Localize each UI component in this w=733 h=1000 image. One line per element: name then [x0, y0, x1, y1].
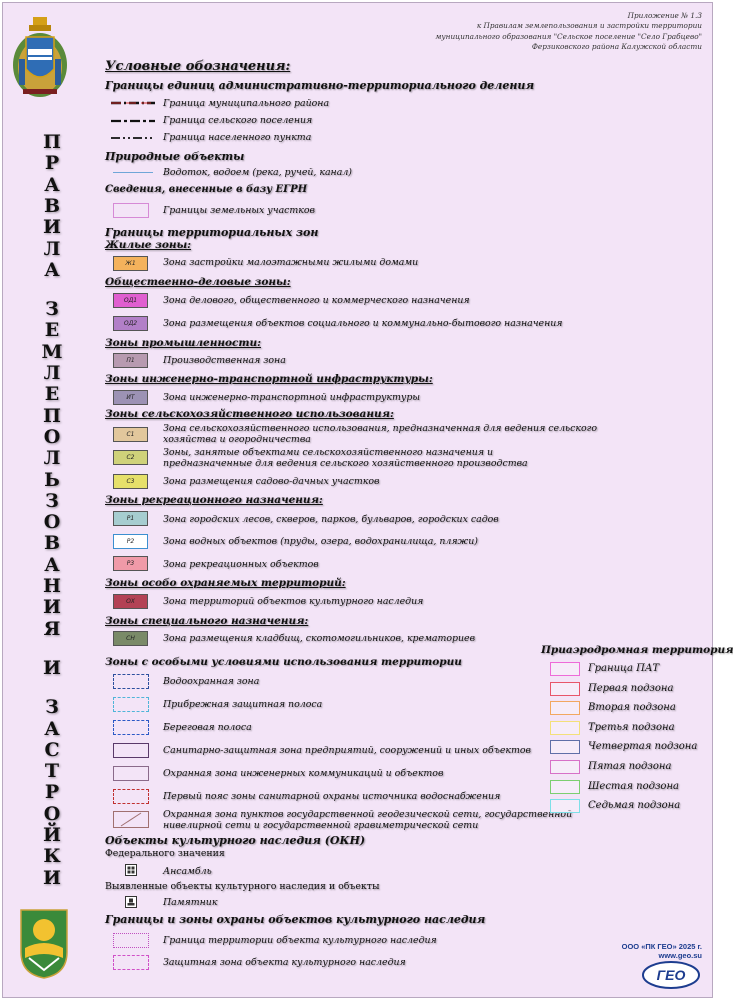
vertical-title-letter: К	[43, 845, 61, 868]
airfield-swatch	[550, 721, 580, 735]
industrial-label: Производственная зона	[163, 355, 286, 366]
vertical-title-letter: Л	[43, 237, 61, 260]
airfield-swatch	[550, 740, 580, 754]
airfield-label: Вторая подзона	[588, 702, 676, 714]
airfield-swatch	[550, 701, 580, 715]
okn-territory-symbol	[113, 933, 149, 948]
header-line-3: муниципального образования "Сельское поселение "Село Грабцево"	[435, 31, 702, 41]
residential-title: Жилые зоны:	[105, 239, 192, 251]
vertical-title-letter: О	[43, 802, 61, 825]
public-swatch-2: ОД2	[113, 316, 148, 331]
header-line-2: к Правилам землепользования и застройки территории	[476, 21, 702, 31]
airfield-label: Четвертая подзона	[588, 741, 698, 753]
residential-label: Зона застройки малоэтажными жилыми домами	[163, 257, 419, 268]
pk-geo-logo	[641, 960, 701, 990]
vertical-title-letter: А	[44, 717, 60, 740]
recreation-label-3: Зона рекреационных объектов	[163, 559, 319, 570]
vertical-title-letter: А	[44, 553, 60, 576]
okn-zones-title: Границы и зоны охраны объектов культурного наследия	[105, 913, 486, 926]
airfield-title: Приаэродромная территория	[541, 644, 733, 656]
vertical-title-letter: И	[43, 596, 61, 619]
recreation-swatch-3: Р3	[113, 556, 148, 571]
watercourse-line-symbol	[113, 172, 153, 173]
boundary-line-symbols	[107, 97, 157, 143]
vertical-title-letter: П	[43, 404, 61, 427]
okn-monument: Памятник	[163, 897, 218, 908]
agri-swatch-1: С1	[113, 427, 148, 442]
okn-ensemble: Ансамбль	[163, 866, 212, 877]
agri-swatch-3: С3	[113, 474, 148, 489]
footer-company: ООО «ПК ГЕО» 2025 г.	[621, 942, 702, 951]
conditions-label-4: Санитарно-защитная зона предприятий, сооружений и иных объектов	[163, 745, 531, 756]
vertical-title-letter: Р	[44, 152, 60, 175]
water-protection-symbol	[113, 674, 149, 689]
agri-swatch-2: С2	[113, 450, 148, 465]
industrial-swatch: П1	[113, 353, 148, 368]
special-swatch: СН	[113, 631, 148, 646]
nature-title: Природные объекты	[105, 150, 245, 163]
vertical-title-letter: Л	[43, 362, 61, 384]
utility-zone-symbol	[113, 766, 149, 781]
conditions-label-2: Прибрежная защитная полоса	[163, 699, 323, 710]
agri-label-2: Зоны, занятые объектами сельскохозяйственного назначения и предназначенные для ведения сельского хозяйственного производства	[163, 447, 528, 469]
shoreline-symbol	[113, 720, 149, 735]
airfield-swatch	[550, 760, 580, 774]
transport-title: Зоны инженерно-транспортной инфраструктуры:	[105, 373, 433, 385]
monument-icon	[125, 896, 137, 908]
vertical-title-letter: И	[43, 656, 61, 679]
airfield-swatch	[550, 662, 580, 676]
vertical-title-letter: Н	[43, 575, 61, 597]
ferzikovo-emblem	[19, 908, 69, 980]
recreation-swatch-2: Р2	[113, 534, 148, 549]
public-swatch-1: ОД1	[113, 293, 148, 308]
recreation-title: Зоны рекреационного назначения:	[105, 494, 323, 506]
ensemble-icon	[125, 864, 137, 876]
vertical-title-letter: Р	[44, 781, 60, 804]
public-label-2: Зона размещения объектов социального и коммунально-бытового назначения	[163, 318, 563, 329]
okn-identified: Выявленные объекты культурного наследия и объекты	[105, 881, 380, 892]
transport-label: Зона инженерно-транспортной инфраструктуры	[163, 392, 420, 403]
vertical-title-letter: В	[43, 532, 61, 555]
sanitary-belt-symbol	[113, 789, 149, 804]
special-title: Зоны специального назначения:	[105, 615, 309, 627]
land-plot-label: Границы земельных участков	[163, 205, 316, 216]
vertical-title-letter: О	[43, 425, 61, 448]
egrn-title: Сведения, внесенные в базу ЕГРН	[105, 184, 308, 195]
conditions-label-7: Охранная зона пунктов государственной геодезической сети, государственной нивелирной сети и государственной гравиметрической сети	[163, 809, 573, 831]
vertical-title-letter: Е	[44, 319, 60, 342]
conditions-label-1: Водоохранная зона	[163, 676, 260, 687]
vertical-title-letter: Е	[44, 383, 60, 406]
protected-swatch: ОХ	[113, 594, 148, 609]
conditions-label-3: Береговая полоса	[163, 722, 252, 733]
vertical-title-letter: И	[43, 866, 61, 889]
special-label: Зона размещения кладбищ, скотомогильников, крематориев	[163, 633, 476, 644]
agri-title: Зоны сельскохозяйственного использования:	[105, 408, 394, 420]
sanitary-zone-symbol	[113, 743, 149, 758]
conditions-label-5: Охранная зона инженерных коммуникаций и объектов	[163, 768, 444, 779]
geodetic-zone-symbol	[113, 811, 149, 828]
airfield-swatch	[550, 682, 580, 696]
vertical-title-letter: Т	[44, 760, 60, 783]
vertical-title-letter: И	[43, 216, 61, 239]
vertical-title-letter: А	[44, 173, 60, 196]
recreation-label-2: Зона водных объектов (пруды, озера, водохранилища, пляжи)	[163, 536, 478, 547]
conditions-title: Зоны с особыми условиями использования территории	[105, 656, 462, 668]
transport-swatch: ИТ	[113, 390, 148, 405]
okn-title: Объекты культурного наследия (ОКН)	[105, 834, 366, 847]
protected-label: Зона территорий объектов культурного наследия	[163, 596, 424, 607]
footer-credits	[622, 942, 702, 960]
kaluga-coat-of-arms	[11, 15, 69, 99]
airfield-swatch	[550, 799, 580, 813]
airfield-label: Третья подзона	[588, 721, 675, 733]
vertical-title-letter: Я	[43, 617, 61, 640]
residential-swatch: Ж1	[113, 256, 148, 271]
agri-label-3: Зона размещения садово-дачных участков	[163, 476, 380, 487]
boundaries-title: Границы единиц административно-территориального деления	[105, 79, 535, 92]
coastal-strip-symbol	[113, 697, 149, 712]
agri-label-1: Зона сельскохозяйственного использования, предназначенная для ведения сельского хозяйства и огородничества	[163, 423, 598, 445]
airfield-label: Граница ПАТ	[588, 663, 660, 674]
appendix-header	[402, 11, 702, 52]
vertical-title-letter: Ь	[44, 468, 60, 491]
land-plot-symbol	[113, 203, 149, 218]
protected-title: Зоны особо охраняемых территорий:	[105, 577, 346, 589]
okn-federal: Федерального значения	[105, 848, 225, 859]
watercourse-label: Водоток, водоем (река, ручей, канал)	[163, 167, 352, 178]
airfield-swatch	[550, 780, 580, 794]
header-line-1: Приложение № 1.3	[627, 11, 702, 20]
boundary-settlement: Граница сельского поселения	[163, 115, 313, 126]
legend-title: Условные обозначения:	[105, 59, 291, 74]
okn-zones-label-2: Защитная зона объекта культурного наследия	[163, 957, 406, 968]
airfield-label: Седьмая подзона	[588, 800, 681, 812]
vertical-title-letter: Л	[43, 447, 61, 470]
boundary-district: Граница муниципального района	[163, 98, 330, 109]
vertical-title-letter: З	[45, 298, 59, 321]
okn-protection-symbol	[113, 955, 149, 970]
vertical-title-letter: П	[43, 131, 61, 153]
vertical-title-letter: О	[43, 511, 61, 534]
zones-title: Границы территориальных зон	[105, 226, 319, 239]
public-label-1: Зона делового, общественного и коммерческого назначения	[163, 295, 470, 306]
public-title: Общественно-деловые зоны:	[105, 276, 291, 288]
airfield-label: Шестая подзона	[588, 780, 679, 792]
vertical-title-letter: М	[41, 340, 63, 363]
vertical-title-letter: А	[44, 258, 60, 281]
airfield-label: Пятая подзона	[588, 761, 672, 772]
vertical-title-letter: З	[45, 489, 59, 512]
vertical-title-letter: В	[43, 194, 61, 217]
conditions-label-6: Первый пояс зоны санитарной охраны источника водоснабжения	[163, 791, 501, 802]
legend-sheet	[2, 2, 733, 998]
boundary-locality: Граница населенного пункта	[163, 132, 312, 143]
logo-letters: ГЕО	[656, 967, 686, 983]
header-line-4: Ферзиковского района Калужской области	[531, 41, 702, 51]
recreation-swatch-1: Р1	[113, 511, 148, 526]
vertical-title-letter: З	[45, 696, 59, 719]
vertical-title-letter: С	[44, 738, 60, 761]
footer-site: www.geo.su	[658, 951, 702, 960]
industrial-title: Зоны промышленности:	[105, 337, 262, 349]
okn-zones-label-1: Граница территории объекта культурного наследия	[163, 935, 437, 946]
recreation-label-1: Зона городских лесов, скверов, парков, бульваров, городских садов	[163, 514, 499, 525]
airfield-label: Первая подзона	[588, 682, 674, 694]
vertical-title-letter: Й	[43, 824, 61, 846]
